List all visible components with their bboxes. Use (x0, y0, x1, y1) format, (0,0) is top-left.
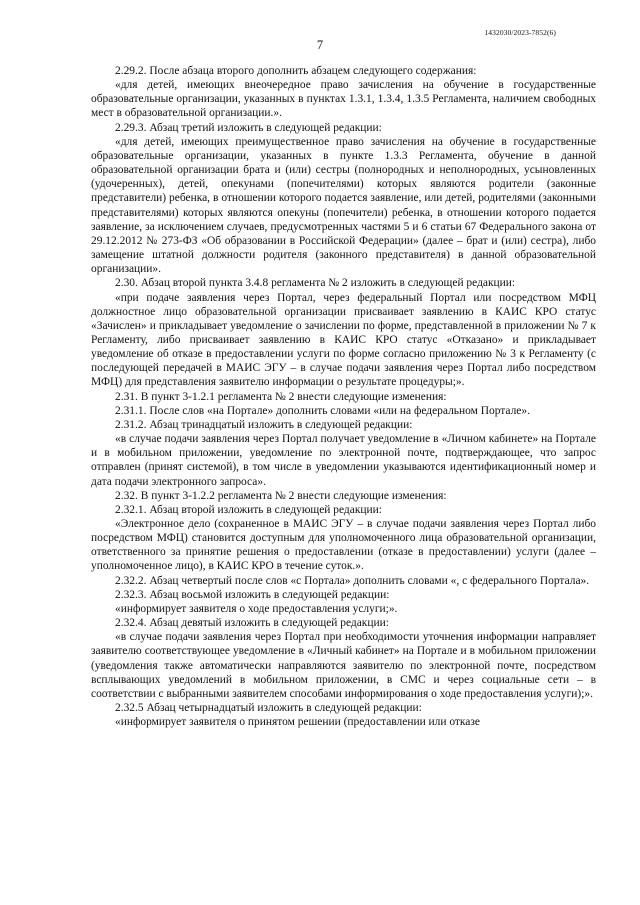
paragraph-quote-8: «информирует заявителя о принятом решении (предоставлении или отказе (115, 716, 480, 729)
paragraph-2-31-2-heading: 2.31.2. Абзац тринадцатый изложить в следующей редакции: (115, 418, 413, 431)
paragraph-quote-2: «для детей, имеющих преимущественное право зачисления на обучение в государственные образовательные организации, указанных в пункте 1.3.3 Регламента, обучение в данной образовательной организации брата и (или) сестры (полнородных и неполнородных, усыновленных (удочеренных), детей, опекунами (попечителями) которых являются родители (законные представители) ребенка, в отношении которого подается заявление, или детей, родителями (законными представителями) которых являются опекуны (попечители) ребенка, в отношении которого подается заявление, за исключением случаев, предусмотренных частями 5 и 6 статьи 67 Федерального закона от 29.12.2012 № 273-ФЗ «Об образовании в Российской Федерации» (далее – брат и (или) сестра), либо замещение штатной должности родителя (законного представителя) в данной образовательной организации». (91, 135, 596, 276)
paragraph-2-30-heading: 2.30. Абзац второй пункта 3.4.8 регламента № 2 изложить в следующей редакции: (115, 277, 516, 290)
page-number: 7 (316, 38, 324, 52)
document-number: 1432030/2023-7852(6) (484, 28, 556, 37)
paragraph-quote-3: «при подаче заявления через Портал, через федеральный Портал или посредством МФЦ должностное лицо образовательной организации присваивает заявлению в КАИС КРО статус «Зачислен» и прикладывает уведомление о зачислении по форме, представленной в приложении № 7 к Регламенту, либо присваивает заявлению в КАИС КРО статус «Отказано» и прикладывает уведомление об отказе в предоставлении услуги по форме согласно приложению № 3 к Регламенту (с последующей передачей в МАИС ЭГУ – в случае подачи заявления через Портал либо посредством МФЦ) для представления заявителю информации о результате процедуры;». (91, 291, 596, 389)
paragraph-2-29-3-heading: 2.29.3. Абзац третий изложить в следующей редакции: (115, 121, 382, 134)
paragraph-2-29-2-heading: 2.29.2. После абзаца второго дополнить абзацем следующего содержания: (115, 65, 477, 77)
paragraph-quote-1: «для детей, имеющих внеочередное право зачисления на обучение в государственные образовательные организации, указанных в пунктах 1.3.1, 1.3.4, 1.3.5 Регламента, наличием свободных мест в образовательной организации.». (91, 79, 596, 120)
document-body (91, 64, 596, 729)
paragraph-quote-4: «в случае подачи заявления через Портал получает уведомление в «Личном кабинете» на Портале и в мобильном приложении, уведомление по электронной почте, подтверждающее, что запрос отправлен (принят системой), в том числе в уведомлении указываются идентификационный номер и дата подачи электронного запроса». (91, 433, 596, 488)
paragraph-2-32-2: 2.32.2. Абзац четвертый после слов «с Портала» дополнить словами «, с федерального Портала». (115, 574, 590, 587)
paragraph-2-32-1-heading: 2.32.1. Абзац второй изложить в следующей редакции: (115, 503, 382, 516)
paragraph-quote-7: «в случае подачи заявления через Портал при необходимости уточнения информации направляет заявителю соответствующее уведомление в «Личный кабинет» на Портале и в мобильном приложении (уведомления также автоматически направляются заявителю по электронной почте, посредством всплывающих уведомлений в мобильном приложении, в СМС и через социальные сети – в соответствии с выбранными заявителем способами информирования о ходе предоставления услуги);». (91, 631, 596, 700)
paragraph-2-32-3-heading: 2.32.3. Абзац восьмой изложить в следующей редакции: (115, 588, 390, 601)
paragraph-2-32-5-heading: 2.32.5 Абзац четырнадцатый изложить в следующей редакции: (115, 702, 422, 715)
paragraph-2-31-heading: 2.31. В пункт 3-1.2.1 регламента № 2 внести следующие изменения: (115, 390, 447, 403)
paragraph-2-32-4-heading: 2.32.4. Абзац девятый изложить в следующей редакции: (115, 617, 389, 630)
paragraph-quote-5: «Электронное дело (сохраненное в МАИС ЭГУ – в случае подачи заявления через Портал либо посредством МФЦ) становится доступным для уполномоченного лица образовательной организации, ответственного за принятие решения о предоставлении (отказе в предоставлении) услуги (далее – уполномоченное лицо), в КАИС КРО в течение суток.». (91, 518, 596, 573)
paragraph-2-32-heading: 2.32. В пункт 3-1.2.2 регламента № 2 внести следующие изменения: (115, 489, 447, 502)
paragraph-quote-6: «информирует заявителя о ходе предоставления услуги;». (115, 602, 398, 615)
paragraph-2-31-1: 2.31.1. После слов «на Портале» дополнить словами «или на федеральном Портале». (115, 404, 530, 417)
